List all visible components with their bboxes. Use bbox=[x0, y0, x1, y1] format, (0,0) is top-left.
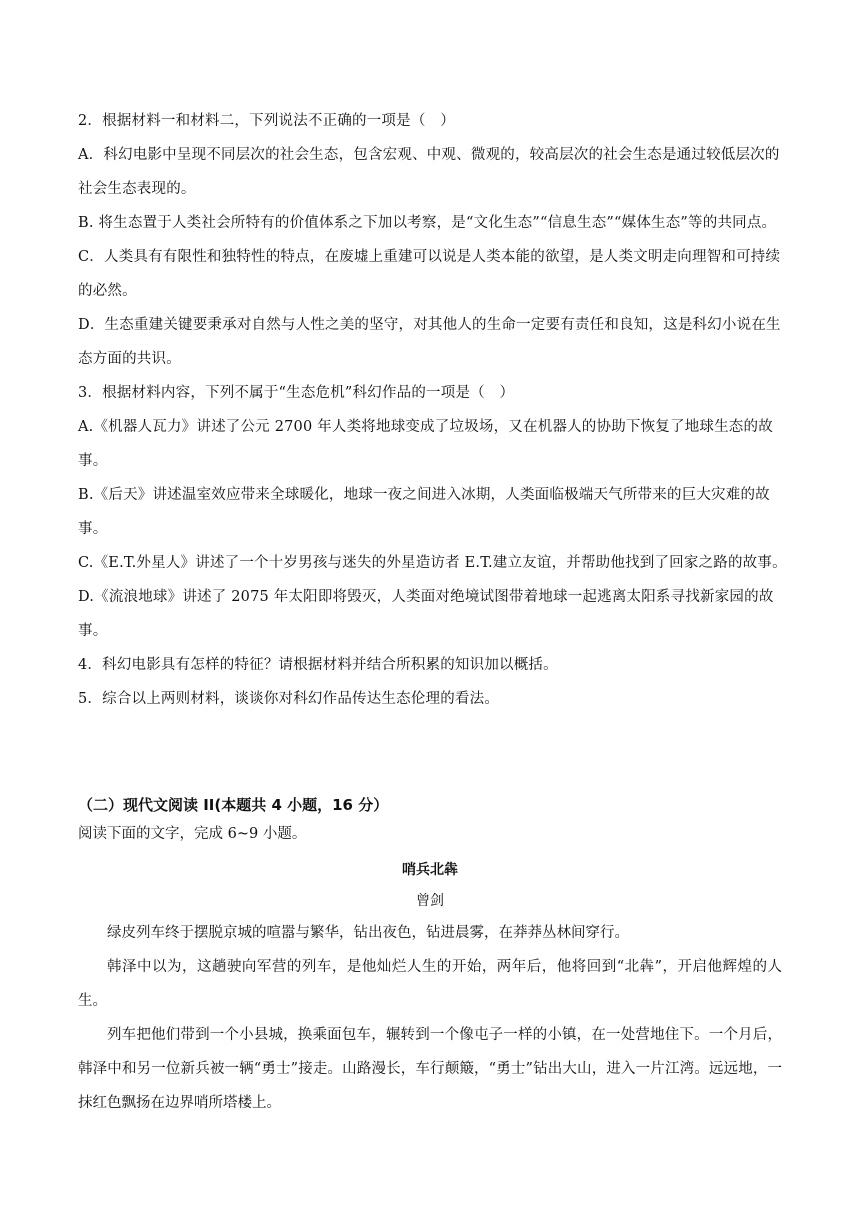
story-paragraph: 韩泽中以为，这趟驶向军营的列车，是他灿烂人生的开始，两年后，他将回到“北犇”，开启他辉煌的人生。 bbox=[78, 959, 782, 1009]
section-heading: （二）现代文阅读 II(本题共 4 小题，16 分） bbox=[78, 796, 389, 814]
section-intro: 阅读下面的文字，完成 6~9 小题。 bbox=[78, 826, 307, 842]
question-2-option-c: C．人类具有有限性和独特性的特点，在废墟上重建可以说是人类本能的欲望，是人类文明走向理智和可持续的必然。 bbox=[78, 249, 781, 299]
story-author: 曾剑 bbox=[416, 893, 444, 909]
question-3-option-c: C.《E.T.外星人》讲述了一个十岁男孩与迷失的外星造访者 E.T.建立友谊，并帮助他找到了回家之路的故事。 bbox=[78, 555, 787, 571]
story-paragraph: 列车把他们带到一个小县城，换乘面包车，辗转到一个像屯子一样的小镇，在一处营地住下。一个月后，韩泽中和另一位新兵被一辆“勇士”接走。山路漫长，车行颠簸，“勇士”钻出大山，进入一片江湾。远远地，一抹红色飘扬在边界哨所塔楼上。 bbox=[78, 1027, 782, 1111]
story-title: 哨兵北犇 bbox=[402, 862, 458, 878]
question-5: 5．综合以上两则材料，谈谈你对科幻作品传达生态伦理的看法。 bbox=[78, 691, 500, 707]
question-3-option-a: A.《机器人瓦力》讲述了公元 2700 年人类将地球变成了垃圾场，又在机器人的协助下恢复了地球生态的故事。 bbox=[78, 419, 773, 469]
question-3-option-b: B.《后天》讲述温室效应带来全球暖化，地球一夜之间进入冰期，人类面临极端天气所带来的巨大灾难的故事。 bbox=[78, 487, 770, 537]
story-paragraph: 绿皮列车终于摆脱京城的喧嚣与繁华，钻出夜色，钻进晨雾，在莽莽丛林间穿行。 bbox=[107, 925, 629, 941]
question-4: 4．科幻电影具有怎样的特征？请根据材料并结合所积累的知识加以概括。 bbox=[78, 657, 558, 673]
question-2-option-a: A．科幻电影中呈现不同层次的社会生态，包含宏观、中观、微观的，较高层次的社会生态是通过较低层次的社会生态表现的。 bbox=[78, 147, 780, 197]
question-2-option-b: B. 将生态置于人类社会所特有的价值体系之下加以考察，是“文化生态”“信息生态”“媒体生态”等的共同点。 bbox=[78, 215, 777, 231]
question-2-stem: 2．根据材料一和材料二，下列说法不正确的一项是（ ） bbox=[78, 113, 455, 129]
question-3-option-d: D.《流浪地球》讲述了 2075 年太阳即将毁灭，人类面对绝境试图带着地球一起逃离太阳系寻找新家园的故事。 bbox=[78, 589, 774, 639]
question-2-option-d: D．生态重建关键要秉承对自然与人性之美的坚守，对其他人的生命一定要有责任和良知，这是科幻小说在生态方面的共识。 bbox=[78, 317, 781, 367]
question-3-stem: 3．根据材料内容，下列不属于“生态危机”科幻作品的一项是（ ） bbox=[78, 385, 515, 401]
